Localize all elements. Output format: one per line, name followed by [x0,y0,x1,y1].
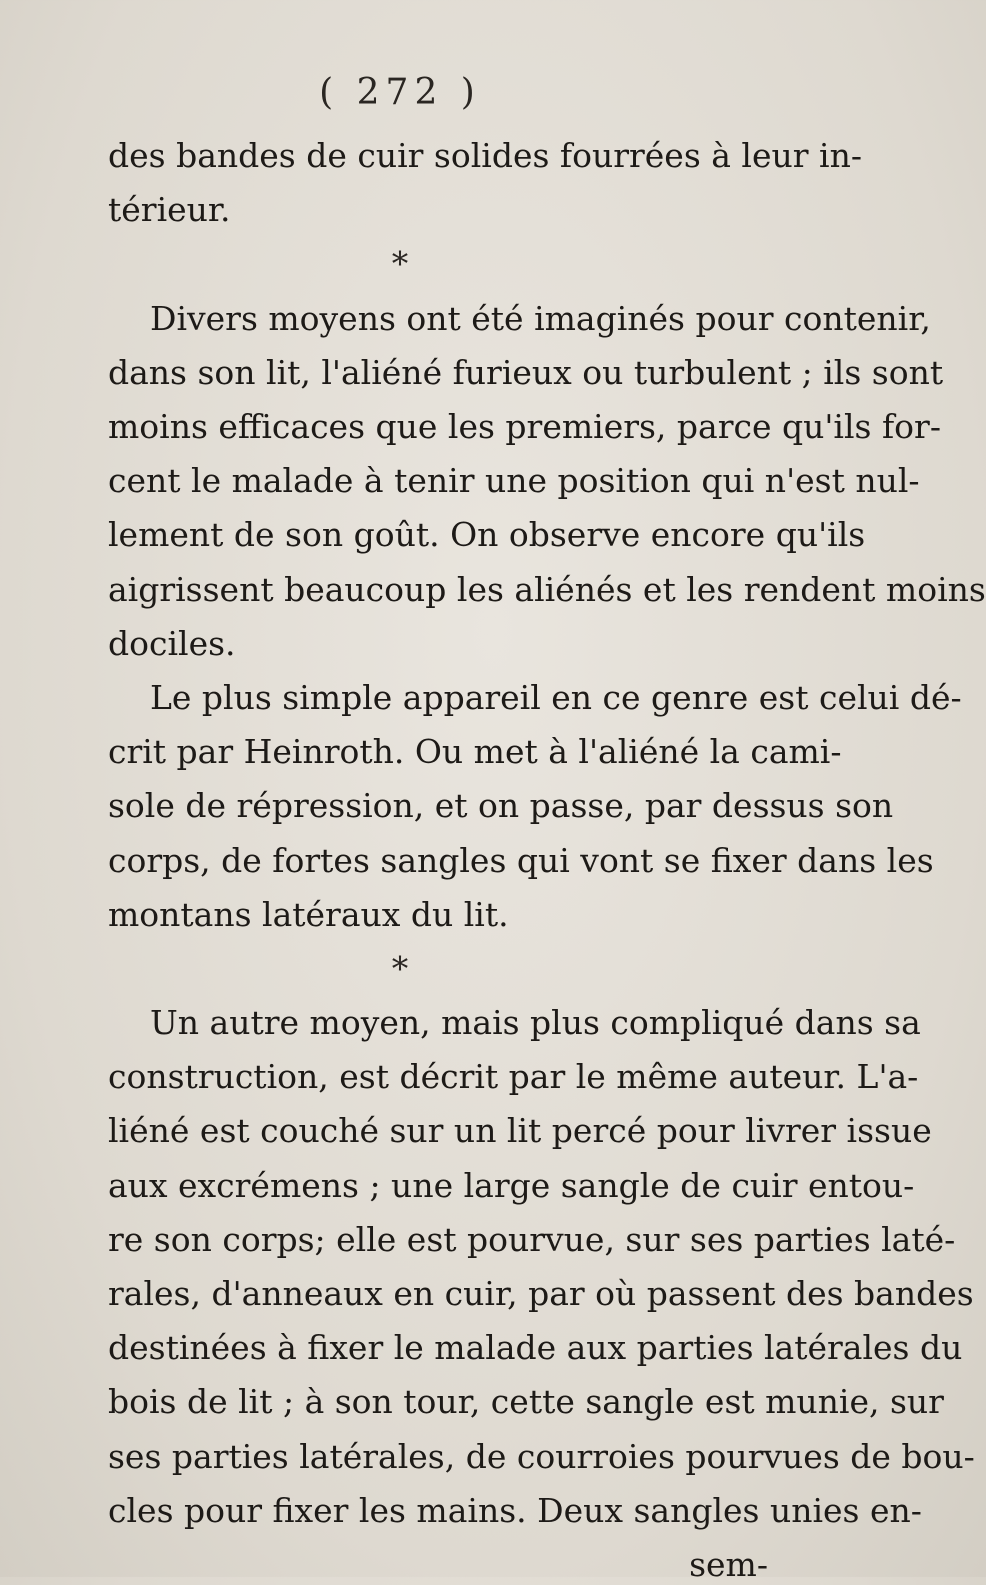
text-line: construction, est décrit par le même auteur. L'a- [108,1057,919,1096]
paragraph-start-line: Le plus simple appareil en ce genre est celui dé- [150,678,962,717]
text-line: dociles. [108,624,236,663]
text-line: re son corps; elle est pourvue, sur ses parties laté- [108,1220,956,1259]
paragraph-start-line: Un autre moyen, mais plus compliqué dans sa [150,1003,921,1042]
text-line: sole de répression, et on passe, par dessus son [108,786,894,825]
text-line: moins efficaces que les premiers, parce qu'ils for- [108,407,941,446]
text-line: dans son lit, l'aliéné furieux ou turbulent ; ils sont [108,353,944,392]
text-line: ses parties latérales, de courroies pourvues de bou- [108,1437,975,1476]
section-star: * [391,949,409,988]
text-line: lement de son goût. On observe encore qu'ils [108,515,866,554]
text-line: aux excrémens ; une large sangle de cuir entou- [108,1166,915,1205]
text-line: aigrissent beaucoup les aliénés et les rendent moins [108,570,986,609]
text-line: des bandes de cuir solides fourrées à leur in- [108,136,862,175]
text-line: crit par Heinroth. Ou met à l'aliéné la cami- [108,732,842,771]
catchword: sem- [689,1545,768,1584]
text-line: cles pour fixer les mains. Deux sangles unies en- [108,1491,922,1530]
paragraph-start-line: Divers moyens ont été imaginés pour contenir, [150,299,931,338]
text-line: rales, d'anneaux en cuir, par où passent des bandes [108,1274,974,1313]
text-line: corps, de fortes sangles qui vont se fixer dans les [108,841,934,880]
text-line: térieur. [108,190,231,229]
text-line: montans latéraux du lit. [108,895,509,934]
text-line: bois de lit ; à son tour, cette sangle est munie, sur [108,1382,944,1421]
text-line: destinées à fixer le malade aux parties latérales du [108,1328,963,1367]
section-star: * [391,244,409,283]
text-line: liéné est couché sur un lit percé pour livrer issue [108,1111,932,1150]
page-number: ( 272 ) [319,72,481,113]
text-line: cent le malade à tenir une position qui n'est nul- [108,461,920,500]
